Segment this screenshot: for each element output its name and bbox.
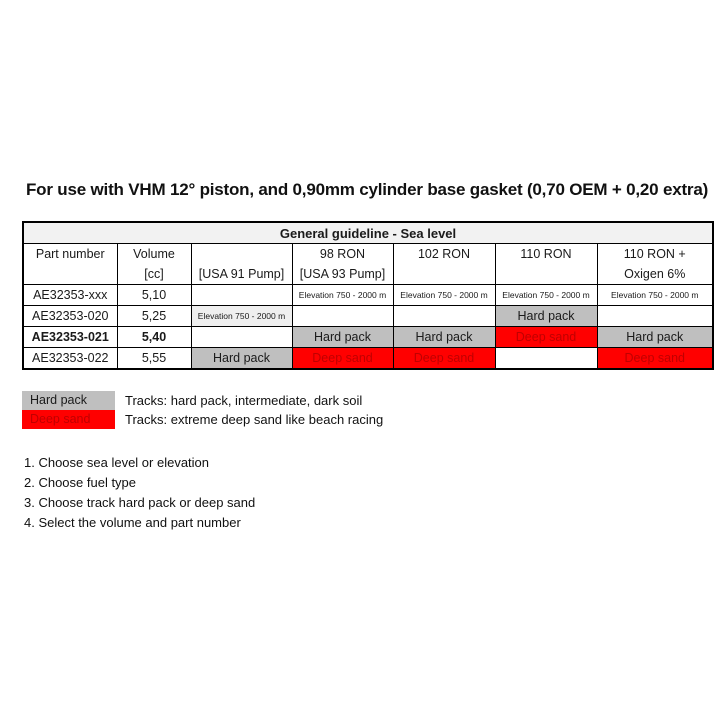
column-header-5 [495, 244, 597, 285]
column-header-line2: [USA 91 Pump] [198, 267, 285, 281]
hard-pack-cell: Hard pack [191, 348, 292, 370]
table-row [23, 306, 713, 327]
column-header-line1: 110 RON [520, 247, 572, 261]
column-header-line1: Volume [133, 247, 175, 261]
column-header-2 [191, 244, 292, 285]
empty-cell [191, 327, 292, 348]
table-caption: General guideline - Sea level [23, 222, 713, 244]
empty-cell [292, 306, 393, 327]
empty-cell [495, 348, 597, 370]
column-header-6 [597, 244, 713, 285]
empty-cell [393, 306, 495, 327]
column-header-line2 [394, 264, 495, 284]
column-header-0 [23, 244, 117, 285]
column-header-line2 [24, 264, 117, 284]
part-number-cell: AE32353-021 [23, 327, 117, 348]
legend-swatch-deepsand: Deep sand [22, 410, 115, 429]
legend-swatch-hardpack: Hard pack [22, 391, 115, 410]
column-header-1 [117, 244, 191, 285]
volume-cell: 5,10 [117, 285, 191, 306]
column-header-4 [393, 244, 495, 285]
table-body [23, 285, 713, 370]
elevation-cell: Elevation 750 - 2000 m [495, 285, 597, 306]
elevation-cell: Elevation 750 - 2000 m [597, 285, 713, 306]
page-title: For use with VHM 12° piston, and 0,90mm cylinder base gasket (0,70 OEM + 0,20 extra) [26, 180, 709, 199]
table-row [23, 327, 713, 348]
hard-pack-cell: Hard pack [597, 327, 713, 348]
volume-cell: 5,40 [117, 327, 191, 348]
empty-cell [597, 306, 713, 327]
elevation-cell: Elevation 750 - 2000 m [393, 285, 495, 306]
volume-cell: 5,55 [117, 348, 191, 370]
part-number-cell: AE32353-xxx [23, 285, 117, 306]
deep-sand-cell: Deep sand [495, 327, 597, 348]
table-row [23, 348, 713, 370]
guideline-table [22, 221, 714, 370]
instruction-step: 4. Select the volume and part number [24, 515, 241, 530]
deep-sand-cell: Deep sand [597, 348, 713, 370]
part-number-cell: AE32353-022 [23, 348, 117, 370]
instruction-step: 1. Choose sea level or elevation [24, 455, 210, 470]
legend [22, 391, 720, 429]
column-header-line1 [192, 244, 292, 264]
column-header-line2: Oxigen 6% [624, 267, 686, 281]
hard-pack-cell: Hard pack [292, 327, 393, 348]
empty-cell [191, 285, 292, 306]
volume-cell: 5,25 [117, 306, 191, 327]
instruction-step: 2. Choose fuel type [24, 475, 137, 490]
hard-pack-cell: Hard pack [495, 306, 597, 327]
table-caption-row [23, 222, 713, 244]
legend-description: Tracks: extreme deep sand like beach racing [125, 412, 384, 427]
part-number-cell: AE32353-020 [23, 306, 117, 327]
table-row [23, 285, 713, 306]
column-header-3 [292, 244, 393, 285]
column-header-line1: 98 RON [319, 247, 366, 261]
elevation-cell: Elevation 750 - 2000 m [292, 285, 393, 306]
column-header-line2 [496, 264, 597, 284]
instruction-steps [24, 453, 720, 533]
column-header-line1: 102 RON [417, 247, 471, 261]
column-header-line1: Part number [35, 247, 105, 261]
deep-sand-cell: Deep sand [292, 348, 393, 370]
instruction-step: 3. Choose track hard pack or deep sand [24, 495, 256, 510]
column-header-line2: [cc] [144, 267, 164, 281]
legend-description: Tracks: hard pack, intermediate, dark soil [125, 393, 363, 408]
column-header-line1: 110 RON + [623, 247, 686, 261]
hard-pack-cell: Hard pack [393, 327, 495, 348]
legend-item [22, 391, 720, 410]
deep-sand-cell: Deep sand [393, 348, 495, 370]
elevation-cell-highlighted: Elevation 750 - 2000 m [191, 306, 292, 327]
legend-item [22, 410, 720, 429]
table-header-row [23, 244, 713, 285]
column-header-line2: [USA 93 Pump] [299, 267, 386, 281]
